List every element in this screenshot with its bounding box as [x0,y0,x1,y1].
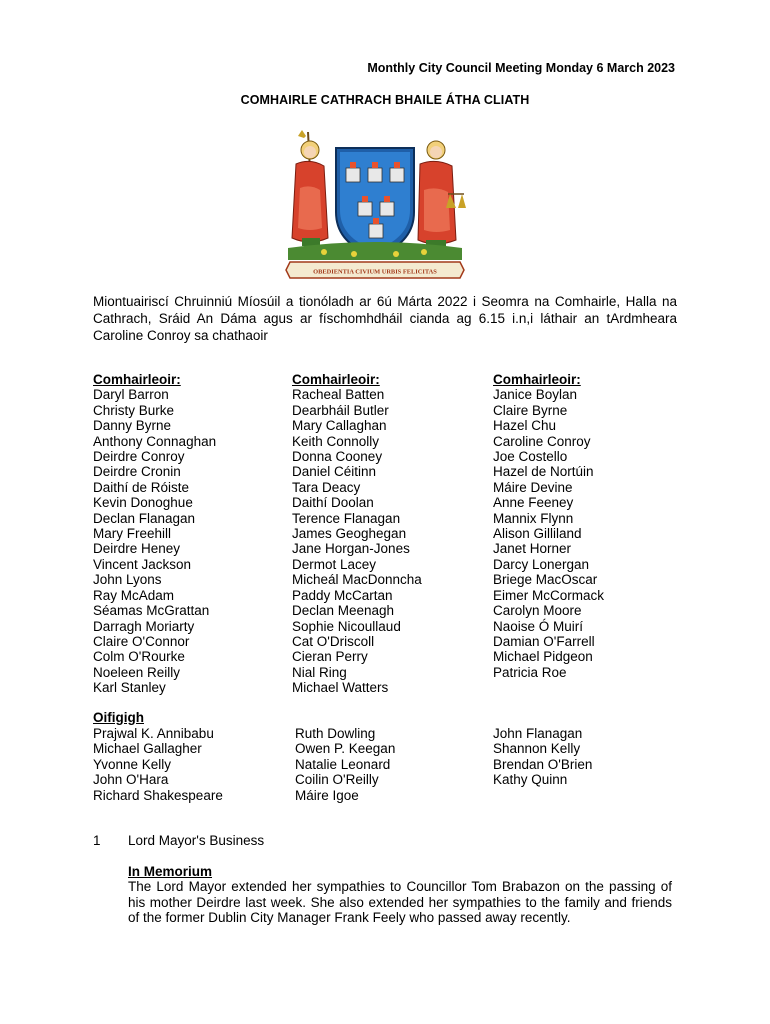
councillor-name: Michael Watters [292,680,389,696]
councillor-name: Deirdre Conroy [93,449,185,465]
councillor-column-3 [493,372,604,680]
councillor-name: Claire O'Connor [93,633,190,649]
councillor-name: Janice Boylan [493,387,578,403]
official-name: Yvonne Kelly [93,756,172,772]
official-name: Brendan O'Brien [493,756,593,772]
official-name: Coilin O'Reilly [295,772,379,788]
councillor-name: Hazel de Nortúin [493,464,594,480]
page-header: Monthly City Council Meeting Monday 6 March 2023 [367,61,675,75]
officials-column-2 [295,726,395,803]
councillor-name: Daniel Céitinn [292,464,377,480]
agenda-item-number: 1 [93,833,101,848]
councillor-heading: Comhairleoir: [292,372,380,387]
intro-paragraph: Miontuairiscí Chruinniú Míosúil a tionóladh ar 6ú Márta 2022 i Seomra na Comhairle, Halla na Cathrach, Sráid An Dáma agus ar físchomhdháil cianda ag 6.15 i.n,i láthair an tArdmheara Caroline Conroy sa chathaoir [93,294,677,343]
councillor-name: Tara Deacy [292,479,361,495]
councillor-name: Darragh Moriarty [93,618,195,634]
official-name: Richard Shakespeare [93,787,223,803]
councillor-name: Daithí Doolan [292,495,374,511]
official-name: Prajwal K. Annibabu [93,726,214,741]
councillor-name: Dearbháil Butler [292,402,389,418]
councillor-name: Anne Feeney [493,495,574,511]
councillor-name: James Geoghegan [292,526,407,542]
councillor-name: Karl Stanley [93,680,166,696]
official-name: Ruth Dowling [295,726,376,741]
agenda-item-text: The Lord Mayor extended her sympathies to Councillor Tom Brabazon on the passing of his mother Deirdre last week. She also extended her sympathies to the family and friends of the former Dublin City Manager Frank Feely who passed away recently. [128,879,672,926]
councillor-name: Mannix Flynn [493,510,574,526]
dublin-coat-of-arms [284,128,466,284]
official-name: Máire Igoe [295,787,359,803]
councillor-name: Danny Byrne [93,418,172,434]
councillor-name: Eimer McCormack [493,587,605,603]
councillor-name: Hazel Chu [493,418,557,434]
officials-column-1 [93,726,223,803]
council-title: COMHAIRLE CATHRACH BHAILE ÁTHA CLIATH [240,93,530,107]
councillor-name: Cat O'Driscoll [292,633,375,649]
councillor-name: Declan Meenagh [292,603,395,619]
official-name: Owen P. Keegan [295,741,396,757]
councillor-name: Racheal Batten [292,387,385,403]
councillor-name: Séamas McGrattan [93,603,210,619]
councillor-name: Daryl Barron [93,387,169,403]
shield [336,148,414,256]
councillor-name: Naoise Ó Muirí [493,618,584,634]
councillor-name: Claire Byrne [493,402,568,418]
councillor-name: Caroline Conroy [493,433,591,449]
officials-heading: Oifigigh [93,710,144,725]
official-name: John O'Hara [93,772,169,788]
crest-svg [284,128,466,284]
official-name: Kathy Quinn [493,772,568,788]
councillor-name: Deirdre Heney [93,541,181,557]
councillor-name: Vincent Jackson [93,556,192,572]
councillor-name: Damian O'Farrell [493,633,595,649]
councillor-name: Deirdre Cronin [93,464,181,480]
councillor-name: Michael Pidgeon [493,649,593,665]
councillor-name: Máire Devine [493,479,573,495]
left-supporter-figure [292,130,328,248]
councillor-name: Micheál MacDonncha [292,572,422,588]
agenda-item-title: Lord Mayor's Business [128,833,265,848]
councillor-name: Jane Horgan-Jones [292,541,410,557]
councillor-name: Darcy Lonergan [493,556,590,572]
official-name: Natalie Leonard [295,756,391,772]
councillor-name: Joe Costello [493,449,568,465]
councillor-name: Nial Ring [292,664,347,680]
councillor-name: Ray McAdam [93,587,175,603]
councillor-name: Mary Freehill [93,526,172,542]
councillor-name: Colm O'Rourke [93,649,185,665]
councillor-name: Paddy McCartan [292,587,393,603]
councillor-name: Keith Connolly [292,433,380,449]
councillor-name: Kevin Donoghue [93,495,193,511]
councillor-column-1 [93,372,216,696]
councillor-name: Briege MacOscar [493,572,598,588]
councillor-name: Anthony Connaghan [93,433,217,449]
councillor-column-2 [292,372,422,696]
councillor-heading: Comhairleoir: [93,372,181,387]
motto-text: OBEDIENTIA CIVIUM URBIS FELICITAS [313,268,437,276]
councillor-name: Terence Flanagan [292,510,401,526]
motto-banner [286,262,464,278]
right-supporter-figure [418,141,466,248]
councillor-name: Alison Gilliland [493,526,582,542]
officials-column-3 [493,726,592,788]
councillor-name: Carolyn Moore [493,603,582,619]
councillor-name: Christy Burke [93,402,175,418]
agenda-subheading: In Memorium [128,864,213,879]
councillor-name: John Lyons [93,572,162,588]
councillor-name: Noeleen Reilly [93,664,181,680]
councillor-name: Sophie Nicoullaud [292,618,401,634]
councillor-name: Patricia Roe [493,664,567,680]
councillor-name: Mary Callaghan [292,418,387,434]
councillor-name: Dermot Lacey [292,556,377,572]
councillor-heading: Comhairleoir: [493,372,581,387]
councillor-name: Janet Horner [493,541,572,557]
councillor-name: Declan Flanagan [93,510,196,526]
official-name: Shannon Kelly [493,741,581,757]
councillor-name: Cieran Perry [292,649,368,665]
councillor-name: Daithí de Róiste [93,479,190,495]
official-name: Michael Gallagher [93,741,202,757]
councillor-name: Donna Cooney [292,449,383,465]
official-name: John Flanagan [493,726,583,741]
